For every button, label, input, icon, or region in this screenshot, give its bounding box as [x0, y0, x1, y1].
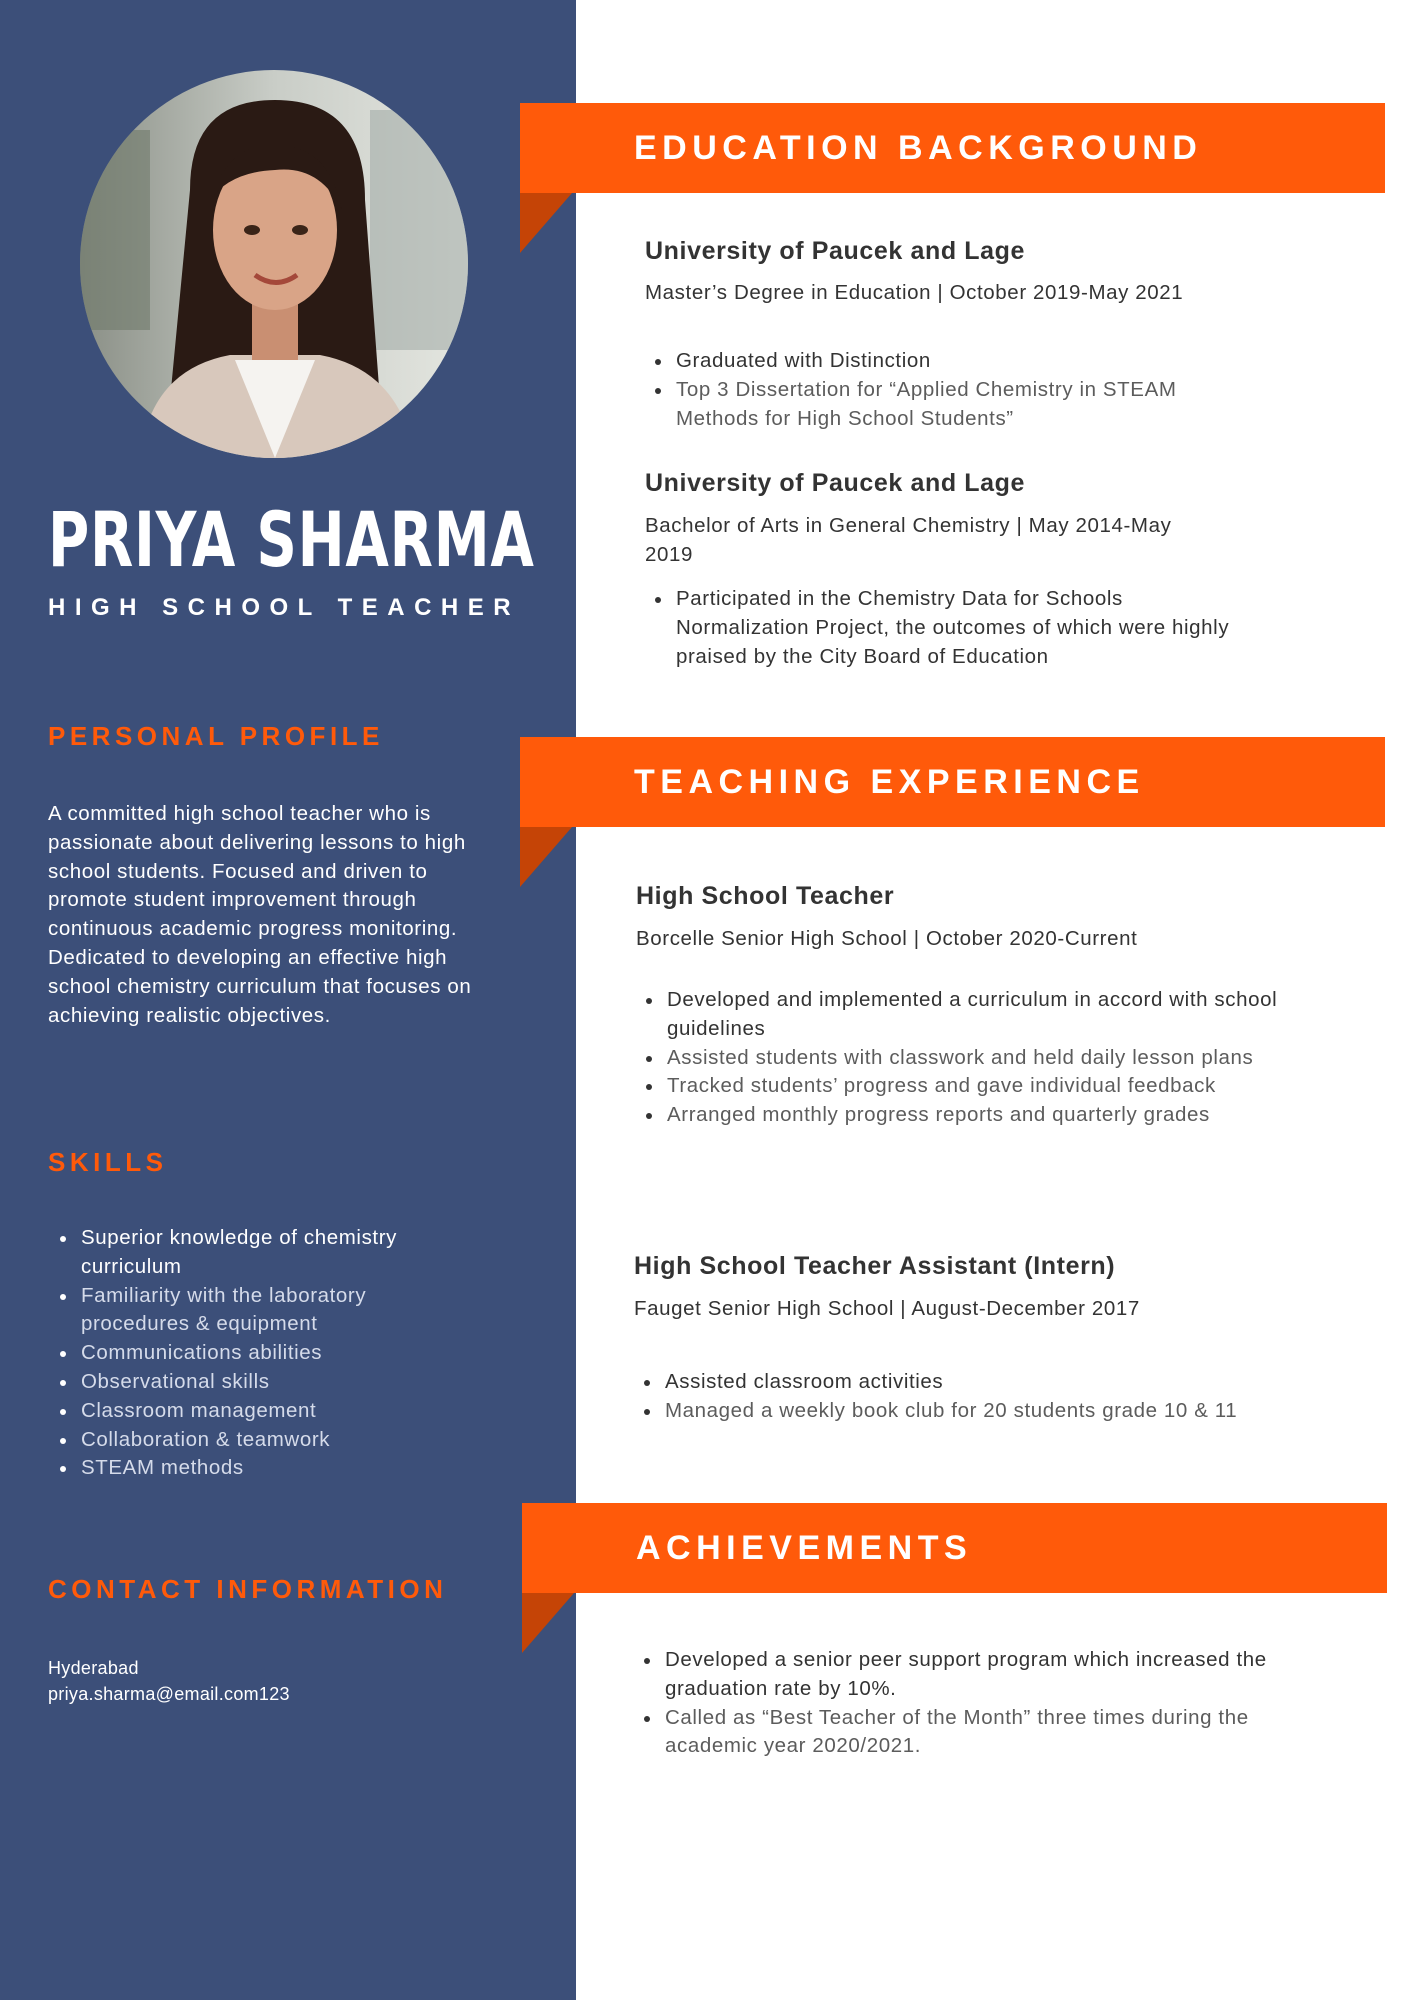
candidate-name: PRIYA SHARMA	[48, 495, 535, 584]
education-school: University of Paucek and Lage	[645, 237, 1026, 265]
skill-item: Communications abilities	[48, 1339, 468, 1368]
candidate-role: HIGH SCHOOL TEACHER	[48, 594, 521, 621]
experience-title: High School Teacher	[636, 882, 895, 910]
skills-heading: SKILLS	[48, 1147, 168, 1177]
list-item: Assisted classroom activities	[634, 1368, 1274, 1397]
education-degree: Bachelor of Arts in General Chemistry | May 2014-May 2019	[645, 514, 1172, 566]
profile-photo	[80, 70, 468, 458]
list-item: Graduated with Distinction	[645, 347, 1245, 376]
education-school: University of Paucek and Lage	[645, 469, 1026, 497]
education-bullets	[645, 347, 1245, 433]
list-item: Tracked students’ progress and gave individual feedback	[636, 1072, 1296, 1101]
education-banner	[520, 103, 1385, 193]
skill-item: Familiarity with the laboratory procedures & equipment	[48, 1282, 468, 1340]
personal-profile-text: A committed high school teacher who is passionate about delivering lessons to high school students. Focused and driven to promote student improvement through continuous academic progress monitoring. Dedicated to developing an effective high school chemistry curriculum that focuses on achieving realistic objectives.	[48, 802, 472, 1027]
list-item: Developed a senior peer support program which increased the graduation rate by 10%.	[634, 1646, 1294, 1704]
list-item: Arranged monthly progress reports and quarterly grades	[636, 1101, 1296, 1130]
list-item: Participated in the Chemistry Data for Schools Normalization Project, the outcomes of which were highly praised by the City Board of Education	[645, 585, 1245, 671]
experience-place: Fauget Senior High School | August-December 2017	[634, 1297, 1140, 1320]
achievements-banner	[522, 1503, 1387, 1593]
experience-bullets	[636, 986, 1296, 1130]
contact-info	[48, 1655, 290, 1707]
education-bullets	[645, 585, 1245, 671]
skill-item: STEAM methods	[48, 1454, 468, 1483]
skill-item: Collaboration & teamwork	[48, 1426, 468, 1455]
experience-bullets	[634, 1368, 1274, 1426]
list-item: Called as “Best Teacher of the Month” three times during the academic year 2020/2021.	[634, 1704, 1294, 1762]
achievements-banner-fold	[522, 1593, 574, 1653]
experience-place: Borcelle Senior High School | October 2020-Current	[636, 927, 1138, 950]
personal-profile-heading: PERSONAL PROFILE	[48, 721, 384, 751]
achievements-bullets	[634, 1646, 1294, 1761]
experience-heading: TEACHING EXPERIENCE	[634, 763, 1145, 801]
contact-heading: CONTACT INFORMATION	[48, 1574, 448, 1604]
experience-banner	[520, 737, 1385, 827]
list-item: Assisted students with classwork and held daily lesson plans	[636, 1044, 1296, 1073]
skill-item: Classroom management	[48, 1397, 468, 1426]
skills-list	[48, 1224, 468, 1483]
achievements-heading: ACHIEVEMENTS	[636, 1529, 973, 1567]
education-degree: Master’s Degree in Education | October 2019-May 2021	[645, 281, 1184, 304]
skill-item: Superior knowledge of chemistry curriculum	[48, 1224, 468, 1282]
skill-item: Observational skills	[48, 1368, 468, 1397]
experience-banner-fold	[520, 827, 572, 887]
experience-title: High School Teacher Assistant (Intern)	[634, 1252, 1116, 1280]
contact-city: Hyderabad	[48, 1658, 139, 1678]
contact-email: priya.sharma@email.com123	[48, 1684, 290, 1704]
list-item: Developed and implemented a curriculum in accord with school guidelines	[636, 986, 1296, 1044]
list-item: Managed a weekly book club for 20 students grade 10 & 11	[634, 1397, 1274, 1426]
list-item: Top 3 Dissertation for “Applied Chemistry in STEAM Methods for High School Students”	[645, 376, 1245, 434]
education-heading: EDUCATION BACKGROUND	[634, 129, 1203, 167]
sidebar	[0, 0, 576, 2000]
education-banner-fold	[520, 193, 572, 253]
